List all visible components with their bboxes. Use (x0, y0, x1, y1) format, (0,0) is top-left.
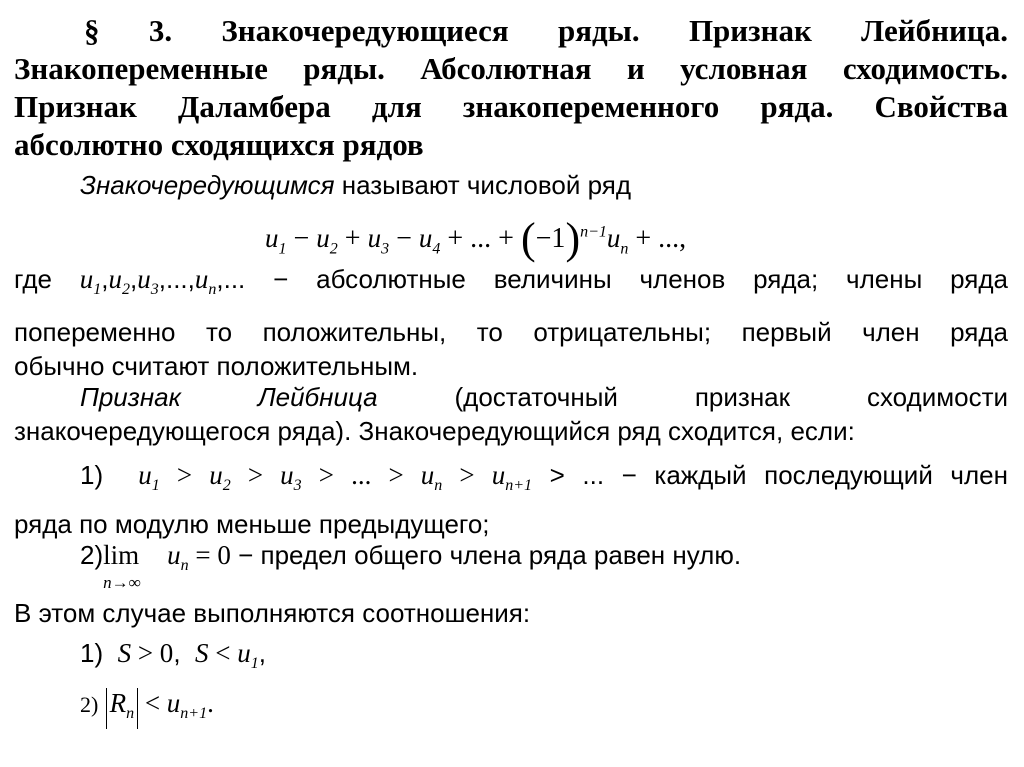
intro-text: называют числовой ряд (334, 170, 632, 200)
series-formula: $u_1 - u_2 + u_3 - u_4$ + ... + $(-1)^{n-1}u_n$ + ..., (265, 214, 687, 263)
where-paragraph (14, 262, 1008, 383)
condition-1-number: 1) (80, 460, 104, 490)
leibniz-line-2: знакочередующегося ряда). Знакочередующийся ряд сходится, если: (14, 416, 855, 446)
condition-1-line-1: 1) $u_1 > u_2 > u_3$ > ... > $u_n > u_{n+1}$ > ... − каждый последующий член (80, 460, 1008, 495)
title-line-3: Признак Даламбера для знакопеременного ряда. Свойства (14, 89, 1008, 124)
term-leibniz: Признак Лейбница (80, 382, 378, 412)
relation-2: 2) $R_n < u_{n+1}$. (14, 686, 1008, 731)
abs-remainder: $R_n$ (106, 688, 139, 729)
where-line-2: попеременно то положительны, то отрицательны; первый член ряда (14, 317, 1008, 348)
condition-1-text: > ... − каждый последующий член (532, 460, 1008, 490)
condition-1 (14, 458, 1008, 541)
intro-paragraph (14, 168, 1008, 202)
term-alternating: Знакочередующимся (80, 170, 335, 200)
leibniz-line-1-text: (достаточный признак сходимости (377, 382, 1008, 412)
title-line-4: абсолютно сходящихся рядов (14, 127, 424, 162)
where-line-3: обычно считают положительным. (14, 351, 419, 382)
limit-operator (103, 538, 167, 592)
relations-intro: В этом случае выполняются соотношения: (14, 598, 531, 628)
condition-2-number: 2) (80, 540, 104, 570)
condition-2-text: − предел общего члена ряда равен нулю. (230, 540, 742, 570)
limit-equals: = 0 (188, 540, 231, 570)
relation-1: 1) S > 0, $S < u_1$, (80, 638, 266, 673)
relation-2-number: 2) (80, 692, 99, 717)
leibniz-paragraph (14, 380, 1008, 448)
title-line-1: § 3. Знакочередующиеся ряды. Признак Лейбница. (84, 13, 1008, 48)
condition-1-line-2: ряда по модулю меньше предыдущего; (14, 509, 490, 540)
condition-2: 2)lim n→∞ $u_n = 0$ − предел общего члена ряда равен нулю. (14, 538, 1008, 583)
relation-1-number: 1) (80, 638, 104, 668)
where-line-1: где $u_1,u_2,u_3,...,u_n$,... − абсолютные величины членов ряда; члены ряда (14, 264, 1008, 299)
title-line-2: Знакопеременные ряды. Абсолютная и условная сходимость. (14, 51, 1008, 86)
lim-text: lim (103, 540, 140, 570)
leibniz-line-1 (14, 380, 1008, 414)
lim-subscript: n→∞ (103, 573, 141, 592)
section-title (14, 12, 1008, 164)
